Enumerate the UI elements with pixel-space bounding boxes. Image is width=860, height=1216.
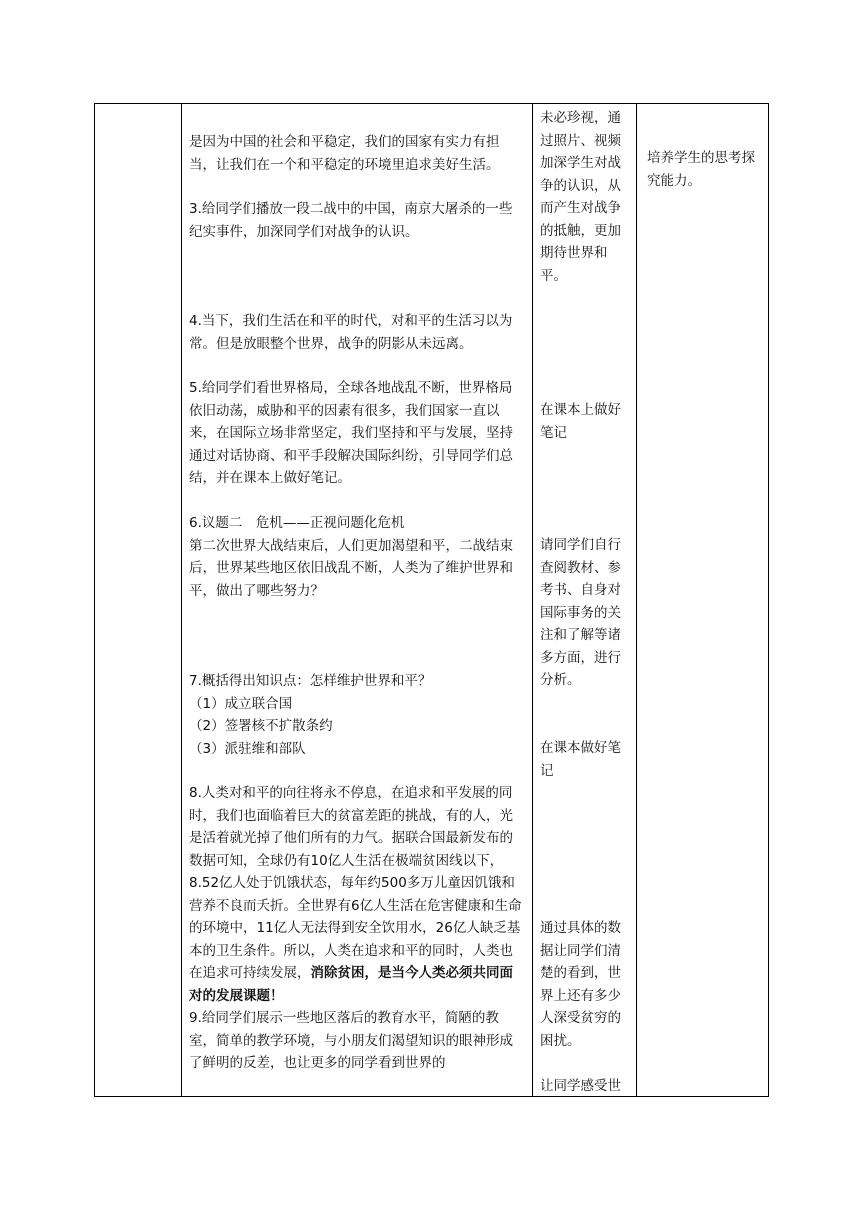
paragraph-1: 是因为中国的社会和平稳定，我们的国家有实力有担当，让我们在一个和平稳定的环境里追求美好生活。 <box>189 134 500 173</box>
paragraph-5 <box>189 512 525 602</box>
activity-1: 未必珍视，通过照片、视频加深学生对战争的认识，从而产生对战争的抵触，更加期待世界和平。 <box>540 110 621 284</box>
activity-6: 让同学感受世 <box>540 1078 621 1094</box>
activity-3: 请同学们自行查阅教材、参考书、自身对国际事务的关注和了解等诸多方面，进行分析。 <box>540 537 621 688</box>
stage-cell <box>95 104 182 1097</box>
topic-two-body: 第二次世界大战结束后，人们更加渴望和平，二战结束后，世界某些地区依旧战乱不断，人类为了维护世界和平，做出了哪些努力？ <box>189 537 513 599</box>
knowledge-item: （2）签署核不扩散条约 <box>189 718 333 734</box>
knowledge-item: （3）派驻维和部队 <box>189 740 306 757</box>
paragraph-2: 3.给同学们播放一段二战中的中国，南京大屠杀的一些纪实事件，加深同学们对战争的认识。 <box>189 201 513 240</box>
activity-2: 在课本上做好笔记 <box>540 402 621 441</box>
student-activity-cell <box>533 104 637 1097</box>
paragraph-3: 4.当下，我们生活在和平的时代，对和平的生活习以为常。但是放眼整个世界，战争的阴影从未远离。 <box>189 313 513 352</box>
topic-two-title: 6.议题二 危机——正视问题化危机 <box>189 515 405 531</box>
activity-5: 通过具体的数据让同学们清楚的看到，世界上还有多少人深受贫穷的困扰。 <box>540 920 621 1049</box>
paragraph-8: 9.给同学们展示一些地区落后的教育水平，简陋的教室，简单的教学环境，与小朋友们渴望知识的眼神形成了鲜明的反差，也让更多的同学看到世界的 <box>189 1010 513 1071</box>
knowledge-title: 7.概括得出知识点：怎样维护世界和平？ <box>189 673 432 689</box>
goal-1: 培养学生的思考探究能力。 <box>647 150 755 189</box>
design-intent-cell <box>637 104 769 1097</box>
poverty-bold-text: 消除贫困，是当今人类必须共同面对的发展课题！ <box>189 965 513 1004</box>
paragraph-4: 5.给同学们看世界格局，全球各地战乱不断，世界格局依旧动荡，威胁和平的因素有很多，我们国家一直以来，在国际立场非常坚定，我们坚持和平与发展，坚持通过对话协商、和平手段解决国际纠纷，引导同学们总结，并在课本上做好笔记。 <box>189 380 513 486</box>
activity-4: 在课本做好笔记 <box>540 740 621 779</box>
poverty-text: 8.人类对和平的向往将永不停息，在追求和平发展的同时，我们也面临着巨大的贫富差距的挑战，有的人，光是活着就光掉了他们所有的力气。据联合国最新发布的数据可知，全球仍有10亿人生活在极端贫困线以下，8.52亿人处于饥饿状态，每年约500多万儿童因饥饿和营养不良而夭折。全世界有6亿人生活在危害健康和生命的环境中，11亿人无法得到安全饮用水，26亿人缺乏基本的卫生条件。所以，人类在追求和平的同时，人类也在追求可持续发展， <box>189 785 522 981</box>
knowledge-item: （1）成立联合国 <box>189 695 293 712</box>
paragraph-6 <box>189 670 525 760</box>
lesson-plan-table <box>94 103 769 1097</box>
teacher-activity-cell <box>182 104 533 1097</box>
paragraph-7 <box>189 782 525 1007</box>
